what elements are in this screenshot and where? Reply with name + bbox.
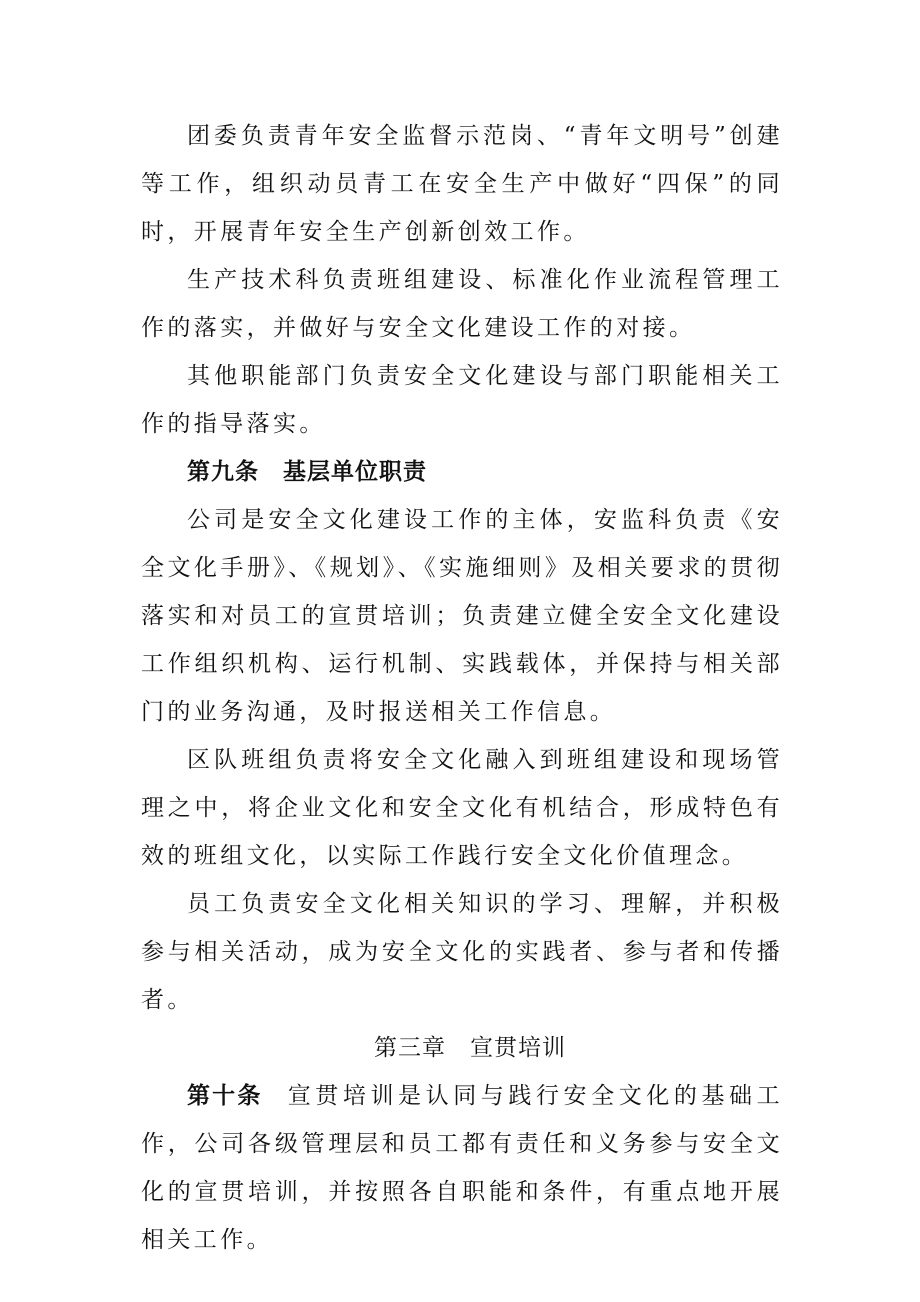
paragraph-employees: 员工负责安全文化相关知识的学习、理解，并积极参与相关活动，成为安全文化的实践者、参与者和传播者。 bbox=[141, 891, 783, 1013]
article-10-number: 第十条 bbox=[187, 1083, 263, 1109]
paragraph-youth-league: 团委负责青年安全监督示范岗、“青年文明号”创建等工作，组织动员青工在安全生产中做好“四保”的同时，开展青年安全生产创新创效工作。 bbox=[141, 123, 783, 245]
chapter-3-heading bbox=[141, 1024, 783, 1072]
paragraph-production-tech: 生产技术科负责班组建设、标准化作业流程管理工作的落实，并做好与安全文化建设工作的对接。 bbox=[141, 267, 783, 341]
article-9-title: 基层单位职责 bbox=[283, 459, 427, 485]
chapter-3-title: 宣贯培训 bbox=[470, 1035, 566, 1061]
paragraph-other-departments: 其他职能部门负责安全文化建设与部门职能相关工作的指导落实。 bbox=[141, 363, 783, 437]
article-10-text: 宣贯培训是认同与践行安全文化的基础工作，公司各级管理层和员工都有责任和义务参与安全文化的宣贯培训，并按照各自职能和条件，有重点地开展相关工作。 bbox=[141, 1083, 784, 1253]
paragraph-company-main-body: 公司是安全文化建设工作的主体，安监科负责《安全文化手册》、《规划》、《实施细则》及相关要求的贯彻落实和对员工的宣贯培训；负责建立健全安全文化建设工作组织机构、运行机制、实践载体，并保持与相关部门的业务沟通，及时报送相关工作信息。 bbox=[141, 507, 783, 725]
document-page bbox=[141, 112, 783, 1264]
paragraph-team-groups: 区队班组负责将安全文化融入到班组建设和现场管理之中，将企业文化和安全文化有机结合，形成特色有效的班组文化，以实际工作践行安全文化价值理念。 bbox=[141, 747, 783, 869]
article-9-number: 第九条 bbox=[187, 459, 259, 485]
chapter-3-number: 第三章 bbox=[374, 1035, 446, 1061]
article-9-heading bbox=[141, 448, 783, 496]
article-10-paragraph bbox=[141, 1072, 783, 1264]
